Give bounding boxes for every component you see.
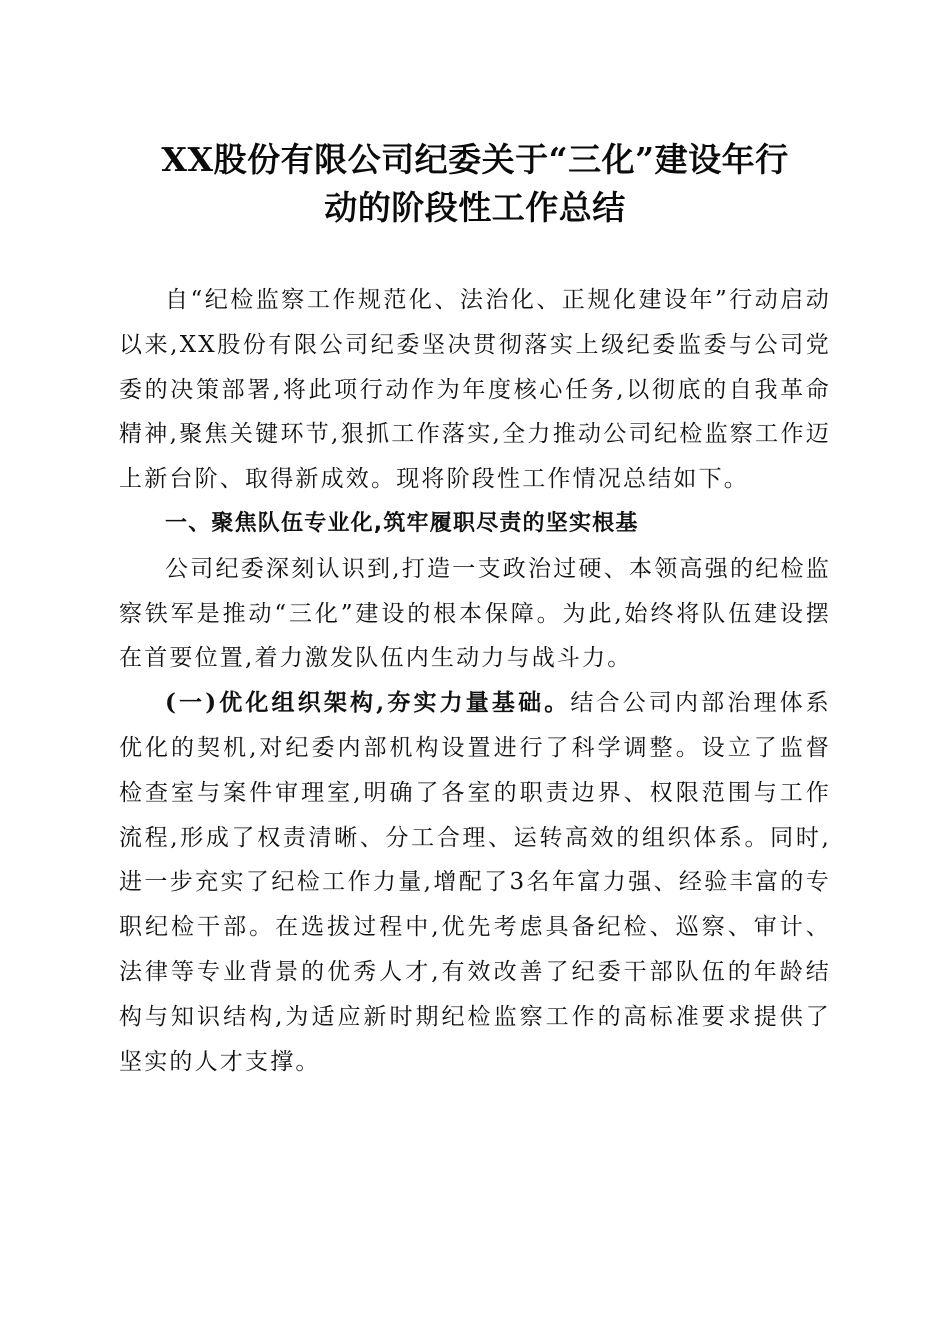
section-1-heading: 一、聚焦队伍专业化,筑牢履职尽责的坚实根基 (165, 510, 639, 536)
document-body (119, 278, 831, 1084)
title-line-1: XX股份有限公司纪委关于“三化”建设年行 (161, 140, 789, 179)
subsection-1-paragraph (119, 681, 831, 1084)
document-title (110, 136, 840, 232)
subsection-1-lead: (一)优化组织架构,夯实力量基础。 (165, 689, 571, 717)
section-1-paragraph: 公司纪委深刻认识到,打造一支政治过硬、本领高强的纪检监察铁军是推动“三化”建设的根本保障。为此,始终将队伍建设摆在首要位置,着力激发队伍内生动力与战斗力。 (119, 555, 831, 672)
intro-paragraph: 自“纪检监察工作规范化、法治化、正规化建设年”行动启动以来,XX股份有限公司纪委坚决贯彻落实上级纪委监委与公司党委的决策部署,将此项行动作为年度核心任务,以彻底的自我革命精神,聚焦关键环节,狠抓工作落实,全力推动公司纪检监察工作迈上新台阶、取得新成效。现将阶段性工作情况总结如下。 (119, 287, 831, 493)
subsection-1-body: 结合公司内部治理体系优化的契机,对纪委内部机构设置进行了科学调整。设立了监督检查室与案件审理室,明确了各室的职责边界、权限范围与工作流程,形成了权责清晰、分工合理、运转高效的组织体系。同时,进一步充实了纪检工作力量,增配了3名年富力强、经验丰富的专职纪检干部。在选拔过程中,优先考虑具备纪检、巡察、审计、法律等专业背景的优秀人才,有效改善了纪委干部队伍的年龄结构与知识结构,为适应新时期纪检监察工作的高标准要求提供了坚实的人才支撑。 (119, 690, 831, 1075)
title-line-2: 动的阶段性工作总结 (324, 188, 626, 227)
